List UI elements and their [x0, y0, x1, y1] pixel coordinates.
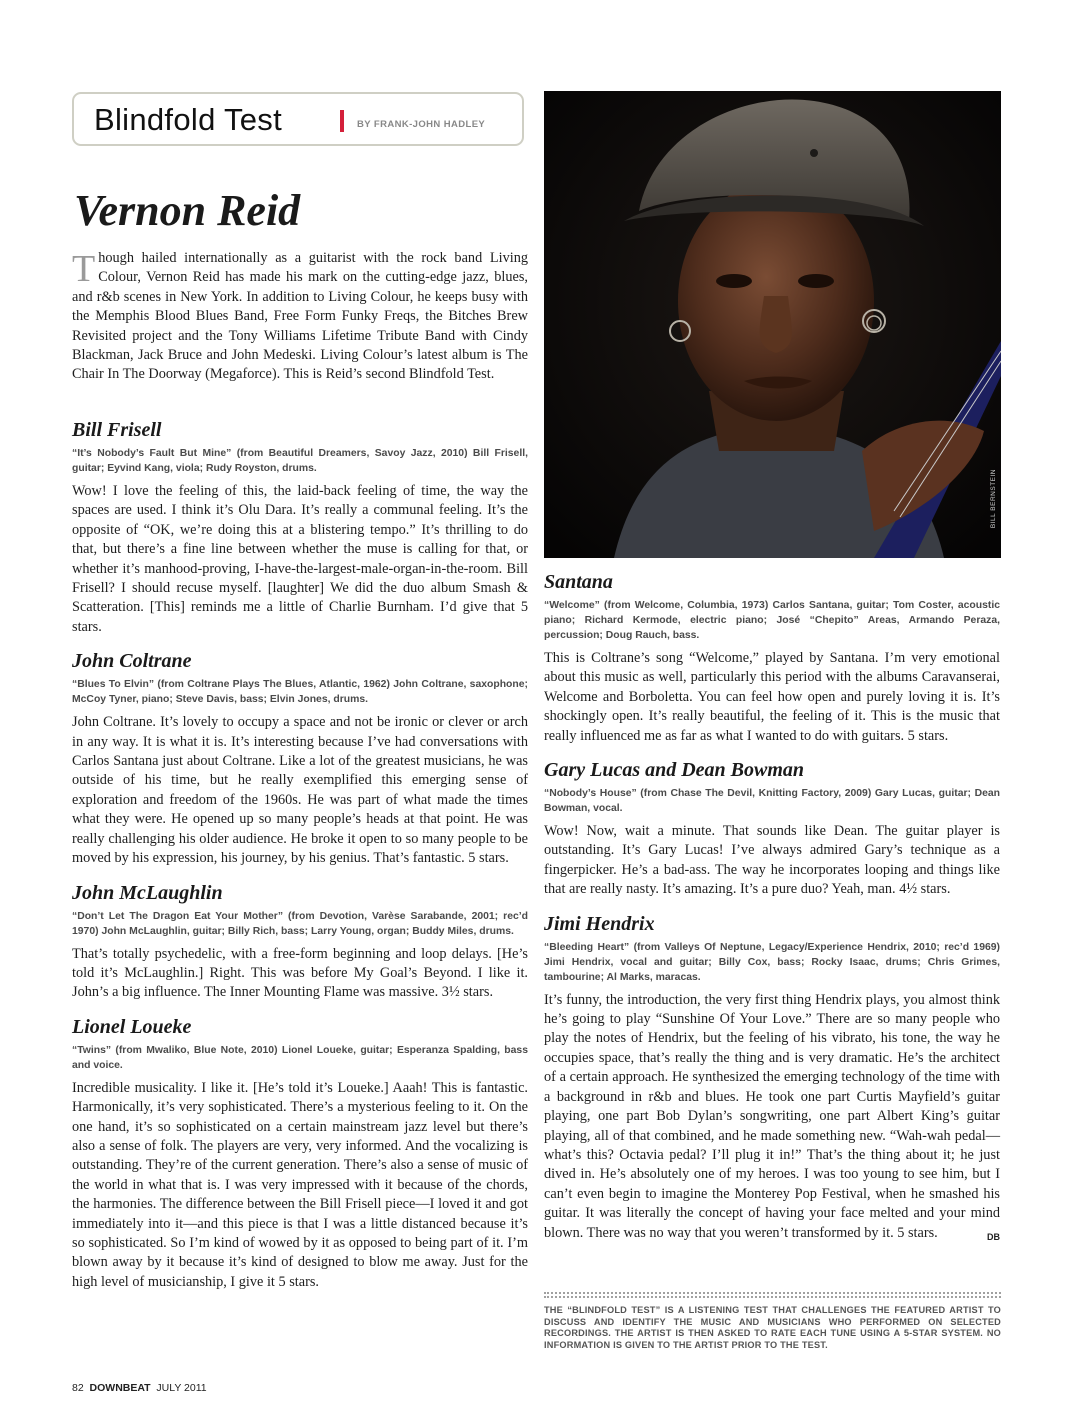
intro-text: hough hailed internationally as a guitarist with the rock band Living Colour, Vernon Reid has made his mark on the cutting-edge jazz, blues, and r&b scenes in New York. In addition to Living Colour, he keeps busy with the Memphis Blood Blues Band, Free Form Funky Freqs, the Bitches Brew Revisited project and the Tony Williams Lifetime Tribute Band with Cindy Blackman, Jack Bruce and John Medeski. Living Colour’s latest album is The Chair In The Doorway (Megaforce). This is Reid’s second Blindfold Test. — [72, 250, 528, 383]
header-divider-bar — [340, 110, 344, 132]
portrait-illustration — [544, 91, 1001, 558]
intro-paragraph — [72, 249, 528, 385]
track-credit: “Twins” (from Mwaliko, Blue Note, 2010) Lionel Loueke, guitar; Esperanza Spalding, bass and voice. — [72, 1044, 528, 1071]
review-gary-lucas-dean-bowman — [544, 758, 1000, 900]
review-lionel-loueke — [72, 1015, 528, 1292]
end-mark: DB — [987, 1231, 1000, 1242]
section-header-box — [72, 92, 524, 146]
track-credit: “Welcome” (from Welcome, Columbia, 1973) Carlos Santana, guitar; Tom Coster, acoustic piano; Richard Kermode, electric piano; José “Chepito” Areas, Armando Peraza, percussion; Doug Rauch, bass. — [544, 600, 1000, 641]
review-body: John Coltrane. It’s lovely to occupy a space and not be ironic or clever or arch in any way. It is what it is. It’s interesting because I’ve had conversations with Carlos Santana just about Coltrane. Like a lot of the greatest musicians, he was outside of his time, but he really exemplified this emerging sense of exploration and freedom of the 1960s. He was part of what made the times what they were. He opened up so many people’s heads at that point. He was really challenging his older audience. He broke it open to so many people to be moved by his expression, his journey, by his genius. That’s fantastic. 5 stars. — [72, 714, 528, 867]
page-folio — [72, 1382, 207, 1394]
drop-cap: T — [72, 248, 96, 290]
artist-heading: Lionel Loueke — [72, 1015, 192, 1038]
issue-date: JULY 2011 — [156, 1382, 207, 1394]
review-john-coltrane — [72, 649, 528, 868]
artist-portrait-photo — [544, 91, 1001, 558]
photo-credit: BILL BERNSTEIN — [990, 469, 997, 529]
track-credit: “Blues To Elvin” (from Coltrane Plays The Blues, Atlantic, 1962) John Coltrane, saxophone; McCoy Tyner, piano; Steve Davis, bass; Elvin Jones, drums. — [72, 679, 528, 706]
review-jimi-hendrix — [544, 912, 1000, 1243]
review-santana — [544, 570, 1000, 746]
artist-heading: Bill Frisell — [72, 419, 162, 441]
track-credit: “Don’t Let The Dragon Eat Your Mother” (from Devotion, Varèse Sarabande, 2001; rec’d 1970) John McLaughlin, guitar; Billy Rich, bass; Larry Young, organ; Buddy Miles, drums. — [72, 910, 528, 937]
page-number: 82 — [72, 1382, 84, 1394]
review-body: Wow! I love the feeling of this, the laid-back feeling of time, the way the spaces are used. I think it’s Olu Dara. It’s really a communal feeling. It’s the opposite of “OK, we’re doing this at a blistering tempo.” It’s thrilling to do that, but there’s a fine line between whether the muse is calling for that, or whether it’s manhood-proving, I-have-the-largest-male-organ-in-the-room. Bill Frisell? I should recuse myself. [laughter] We did the duo album Smash & Scatteration. [This] reminds me a little of Charlie Burnham. I’d give that 5 stars. — [72, 483, 528, 635]
artist-heading: John McLaughlin — [72, 881, 223, 904]
review-body: Wow! Now, wait a minute. That sounds like Dean. The guitar player is outstanding. It’s Gary Lucas! I’ve always admired Gary’s technique as a fingerpicker. He’s a bad-ass. The way he incorporates looping and things like that are really nasty. It’s amazing. It’s a pure duo? Yeah, man. 4½ stars. — [544, 823, 1000, 898]
artist-heading: Santana — [544, 571, 613, 593]
review-body-text: It’s funny, the introduction, the very first thing Hendrix plays, you almost think he’s going to play “Sunshine Of Your Love.” There are so many people who play the notes of Hendrix, but the feeling of his vibrato, his tone, the way he occupies space, that’s really the thing and is very dramatic. He’s the architect of a certain approach. He synthesized the emerging technology of the time with a background in r&b and blues. He took one part Curtis Mayfield’s guitar playing, one part Bob Dylan’s songwriting, one part Albert King’s guitar playing, all of that combined, and he made something new. “Wah-wah pedal—what’s this? Octavia pedal? I’ll plug it in!” That’s the thing about it; he just dived in. He’s absolutely one of my heroes. I was too young to see him, but I can’t even begin to imagine the Monterey Pop Festival, when he smashed his guitar. It was literally the concept of having your face melted and your mind blown. There was no way that you weren’t transformed by it. 5 stars. — [544, 991, 1000, 1241]
track-credit: “It’s Nobody’s Fault But Mine” (from Beautiful Dreamers, Savoy Jazz, 2010) Bill Frisell, guitar; Eyvind Kang, viola; Rudy Royston, drums. — [72, 448, 528, 474]
left-column — [72, 418, 528, 1304]
right-column — [544, 570, 1000, 1255]
column-title: Blindfold Test — [94, 102, 283, 137]
review-john-mclaughlin — [72, 881, 528, 1003]
review-body: Incredible musicality. I like it. [He’s told it’s Loueke.] Aaah! This is fantastic. Harmonically, it’s very sophisticated. There’s a mysterious feeling to it. On the one hand, it’s so sophisticated on a certain mainstream jazz level but there’s also a sense of folk. The players are very, very informed. And the vocalizing is outstanding. They’re of the current generation. There’s also a sense of music of the world in what that is. I was very impressed with it because of the chords, the harmonies. The difference between the Bill Frisell piece—I loved it and got immediately into it—and this piece is that I was a little distanced because it’s so sophisticated. So I’m kind of wowed by it as opposed to being part of it. I’m blown away by it because it’s kind of designed to blow me away. Just for the high level of musicianship, I give it 5 stars. — [72, 1079, 528, 1290]
review-body: That’s totally psychedelic, with a free-form beginning and loop delays. [He’s told it’s McLaughlin.] Right. This was before My Goal’s Beyond. I like it. John’s a big influence. The Inner Mounting Flame was massive. 3½ stars. — [72, 945, 528, 1001]
blindfold-test-footnote: THE “BLINDFOLD TEST” IS A LISTENING TEST THAT CHALLENGES THE FEATURED ARTIST TO DISCUSS AND IDENTIFY THE MUSIC AND MUSICIANS WHO PERFORMED ON SELECTED RECORDINGS. THE ARTIST IS THEN ASKED TO RATE EACH TUNE USING A 5-STAR SYSTEM. NO INFORMATION IS GIVEN TO THE ARTIST PRIOR TO THE TEST. — [544, 1305, 1001, 1350]
track-credit: “Nobody’s House” (from Chase The Devil, Knitting Factory, 2009) Gary Lucas, guitar; Dean Bowman, vocal. — [544, 788, 1000, 815]
article-title: Vernon Reid — [74, 186, 301, 235]
artist-heading: Jimi Hendrix — [544, 912, 655, 935]
review-body: This is Coltrane’s song “Welcome,” played by Santana. I’m very emotional about this music as well, particularly this period with the albums Caravanserai, Welcome and Borboletta. You can feel how open and purely loving it is. It’s shockingly open. It’s really beautiful, the feeling of it. This is the music that really influenced me as far as what I wanted to do with guitars. 5 stars. — [544, 650, 1000, 744]
byline: BY FRANK-JOHN HADLEY — [357, 119, 486, 130]
artist-heading: Gary Lucas and Dean Bowman — [544, 759, 805, 782]
artist-heading: John Coltrane — [72, 650, 192, 673]
review-body — [544, 991, 1000, 1243]
track-credit: “Bleeding Heart” (from Valleys Of Neptune, Legacy/Experience Hendrix, 2010; rec’d 1969) Jimi Hendrix, vocal and guitar; Billy Cox, bass; Rocky Isaac, drums; Chris Grimes, tambourine; Al Marks, maracas. — [544, 941, 1000, 983]
dotted-divider — [544, 1292, 1001, 1298]
review-bill-frisell — [72, 418, 528, 637]
magazine-name: DOWNBEAT — [89, 1382, 151, 1394]
